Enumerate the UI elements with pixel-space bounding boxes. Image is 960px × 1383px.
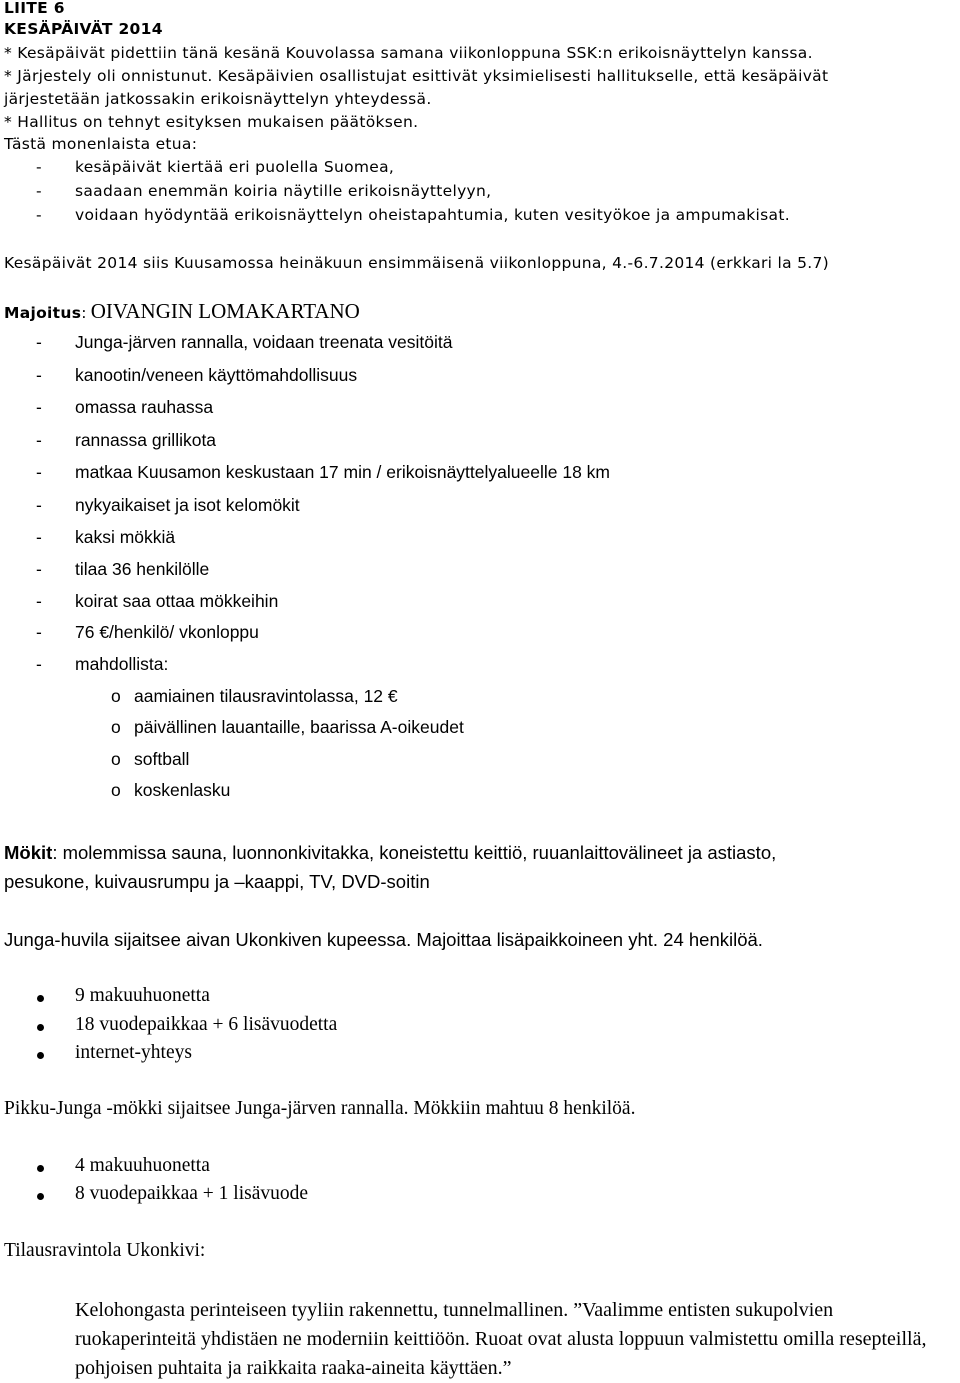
list-dash: - xyxy=(36,182,42,200)
list-dash: - xyxy=(36,622,42,642)
bullet-icon xyxy=(37,1024,44,1031)
lodging-item: kanootin/veneen käyttömahdollisuus xyxy=(75,365,358,385)
list-dash: - xyxy=(36,430,42,450)
lodging-item: matkaa Kuusamon keskustaan 17 min / erikoisnäyttelyalueelle 18 km xyxy=(75,462,610,482)
option-item: aamiainen tilausravintolassa, 12 € xyxy=(134,686,398,706)
lodging-item: kaksi mökkiä xyxy=(75,527,176,547)
benefit-item: voidaan hyödyntää erikoisnäyttelyn oheistapahtumia, kuten vesityökoe ja ampumakisat. xyxy=(75,206,790,224)
lodging-item: rannassa grillikota xyxy=(75,430,217,450)
pikku-junga-intro: Pikku-Junga -mökki sijaitsee Junga-järven rannalla. Mökkiin mahtuu 8 henkilöä. xyxy=(4,1098,636,1119)
option-marker: o xyxy=(111,686,121,706)
intro-line: * Järjestely oli onnistunut. Kesäpäivien osallistujat esittivät yksimielisesti hallitukselle, että kesäpäivät xyxy=(4,67,829,85)
lodging-heading xyxy=(4,299,360,324)
option-item: päivällinen lauantaille, baarissa A-oikeudet xyxy=(134,717,464,737)
lodging-colon: : xyxy=(81,304,87,322)
benefit-item: saadaan enemmän koiria näytille erikoisnäyttelyyn, xyxy=(75,182,492,200)
lodging-item: tilaa 36 henkilölle xyxy=(75,559,210,579)
page-title: KESÄPÄIVÄT 2014 xyxy=(4,20,163,38)
list-dash: - xyxy=(36,158,42,176)
benefit-item: kesäpäivät kiertää eri puolella Suomea, xyxy=(75,158,395,176)
list-dash: - xyxy=(36,654,42,674)
bullet-item: 4 makuuhuonetta xyxy=(75,1155,210,1176)
lodging-item: mahdollista: xyxy=(75,654,169,674)
list-dash: - xyxy=(36,462,42,482)
intro-line: * Hallitus on tehnyt esityksen mukaisen päätöksen. xyxy=(4,113,419,131)
bullet-item: 9 makuuhuonetta xyxy=(75,985,210,1006)
lodging-item: omassa rauhassa xyxy=(75,397,214,417)
lodging-item: 76 €/henkilö/ vkonloppu xyxy=(75,622,259,642)
next-event-line: Kesäpäivät 2014 siis Kuusamossa heinäkuun ensimmäisenä viikonloppuna, 4.-6.7.2014 (erkkari la 5.7) xyxy=(4,254,830,272)
lodging-item: Junga-järven rannalla, voidaan treenata vesitöitä xyxy=(75,332,453,352)
lodging-item: nykyaikaiset ja isot kelomökit xyxy=(75,495,300,515)
option-marker: o xyxy=(111,749,121,769)
lodging-label: Majoitus xyxy=(4,304,82,322)
cabins-line-1 xyxy=(4,842,776,864)
cabins-label: Mökit xyxy=(4,842,53,863)
list-dash: - xyxy=(36,365,42,385)
intro-line: * Kesäpäivät pidettiin tänä kesänä Kouvolassa samana viikonloppuna SSK:n erikoisnäyttelyn kanssa. xyxy=(4,44,813,62)
bullet-icon xyxy=(37,995,44,1002)
option-item: koskenlasku xyxy=(134,780,231,800)
list-dash: - xyxy=(36,397,42,417)
bullet-item: internet-yhteys xyxy=(75,1042,192,1063)
lodging-item: koirat saa ottaa mökkeihin xyxy=(75,591,279,611)
option-marker: o xyxy=(111,780,121,800)
appendix-label: LIITE 6 xyxy=(4,0,65,17)
lodging-name: OIVANGIN LOMAKARTANO xyxy=(90,299,360,323)
cabins-text: : molemmissa sauna, luonnonkivitakka, koneistettu keittiö, ruuanlaittovälineet ja astiasto, xyxy=(52,842,777,863)
intro-line: järjestetään jatkossakin erikoisnäyttelyn yhteydessä. xyxy=(4,90,432,108)
junga-huvila-intro: Junga-huvila sijaitsee aivan Ukonkiven kupeessa. Majoittaa lisäpaikkoineen yht. 24 henkilöä. xyxy=(4,929,763,950)
option-item: softball xyxy=(134,749,190,769)
list-dash: - xyxy=(36,206,42,224)
list-dash: - xyxy=(36,527,42,547)
list-dash: - xyxy=(36,559,42,579)
list-dash: - xyxy=(36,495,42,515)
cabins-line-2: pesukone, kuivausrumpu ja –kaappi, TV, DVD-soitin xyxy=(4,871,430,892)
bullet-icon xyxy=(37,1052,44,1059)
list-dash: - xyxy=(36,332,42,352)
option-marker: o xyxy=(111,717,121,737)
bullet-icon xyxy=(37,1165,44,1172)
restaurant-label: Tilausravintola Ukonkivi: xyxy=(4,1240,206,1261)
bullet-item: 18 vuodepaikkaa + 6 lisävuodetta xyxy=(75,1014,338,1035)
intro-line: Tästä monenlaista etua: xyxy=(4,135,198,153)
list-dash: - xyxy=(36,591,42,611)
restaurant-quote: Kelohongasta perinteiseen tyyliin rakennettu, tunnelmallinen. ”Vaalimme entisten sukupolvien ruokaperinteitä yhdistäen ne moderniin keittiöön. Ruoat ovat alusta loppuun valmistettu omilla resepteillä, pohjoisen puhtaita ja raikkaita raaka-aineita käyttäen.” xyxy=(75,1299,927,1379)
bullet-icon xyxy=(37,1193,44,1200)
bullet-item: 8 vuodepaikkaa + 1 lisävuode xyxy=(75,1183,309,1204)
